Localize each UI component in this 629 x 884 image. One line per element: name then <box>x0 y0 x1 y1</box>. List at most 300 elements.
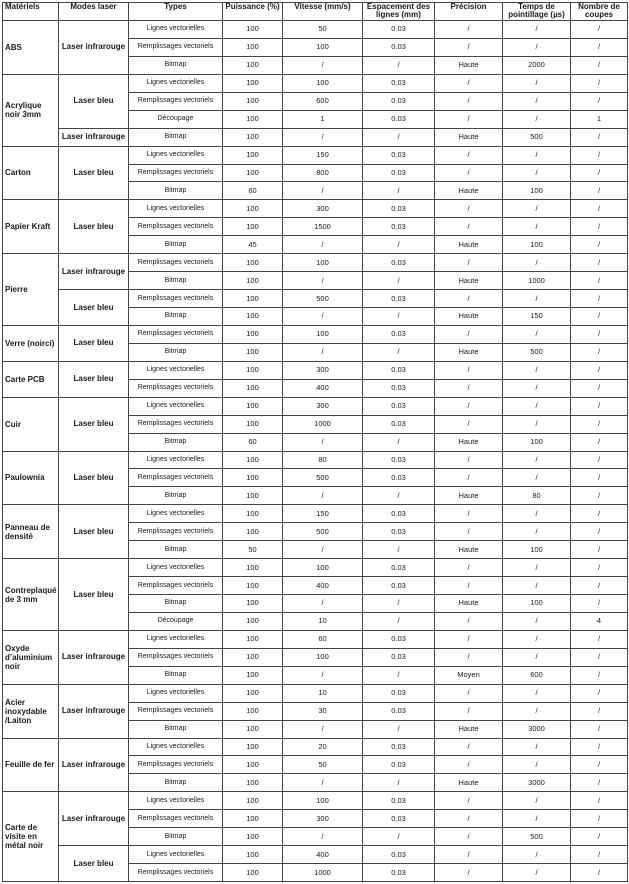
power-cell: 100 <box>223 110 283 128</box>
speed-cell: / <box>283 433 363 451</box>
type-cell: Bitmap <box>129 666 223 684</box>
pass-count-cell: / <box>571 397 628 415</box>
dot-time-cell: / <box>503 218 571 236</box>
pass-count-cell: / <box>571 128 628 146</box>
precision-cell: Haute <box>435 774 503 792</box>
pass-count-cell: / <box>571 21 628 39</box>
line-spacing-cell: 0.03 <box>363 451 435 469</box>
line-spacing-cell: 0.03 <box>363 846 435 864</box>
speed-cell: 10 <box>283 612 363 630</box>
line-spacing-cell: 0.03 <box>363 792 435 810</box>
header-laser-modes: Modes laser <box>59 3 129 21</box>
power-cell: 100 <box>223 828 283 846</box>
line-spacing-cell: 0.03 <box>363 379 435 397</box>
precision-cell: / <box>435 630 503 648</box>
line-spacing-cell: 0.03 <box>363 397 435 415</box>
type-cell: Bitmap <box>129 272 223 290</box>
material-name: Pierre <box>3 254 59 326</box>
power-cell: 100 <box>223 523 283 541</box>
type-cell: Lignes vectorielles <box>129 397 223 415</box>
line-spacing-cell: / <box>363 774 435 792</box>
power-cell: 100 <box>223 720 283 738</box>
dot-time-cell: / <box>503 415 571 433</box>
table-row <box>3 361 628 379</box>
precision-cell: / <box>435 756 503 774</box>
precision-cell: / <box>435 451 503 469</box>
table-row <box>3 325 628 343</box>
power-cell: 100 <box>223 397 283 415</box>
dot-time-cell: / <box>503 92 571 110</box>
power-cell: 100 <box>223 487 283 505</box>
power-cell: 100 <box>223 702 283 720</box>
type-cell: Remplissages vectoriels <box>129 523 223 541</box>
line-spacing-cell: / <box>363 828 435 846</box>
precision-cell: / <box>435 254 503 272</box>
pass-count-cell: / <box>571 541 628 559</box>
type-cell: Remplissages vectoriels <box>129 810 223 828</box>
speed-cell: 300 <box>283 397 363 415</box>
dot-time-cell: / <box>503 38 571 56</box>
material-name: Panneau de densité <box>3 505 59 559</box>
line-spacing-cell: 0.03 <box>363 361 435 379</box>
type-cell: Découpage <box>129 110 223 128</box>
speed-cell: 300 <box>283 200 363 218</box>
power-cell: 100 <box>223 379 283 397</box>
pass-count-cell: / <box>571 864 628 882</box>
speed-cell: 300 <box>283 361 363 379</box>
precision-cell: / <box>435 828 503 846</box>
dot-time-cell: / <box>503 864 571 882</box>
laser-mode: Laser infrarouge <box>59 128 129 146</box>
precision-cell: / <box>435 110 503 128</box>
dot-time-cell: / <box>503 630 571 648</box>
dot-time-cell: / <box>503 146 571 164</box>
type-cell: Remplissages vectoriels <box>129 92 223 110</box>
table-body <box>3 21 628 882</box>
dot-time-cell: / <box>503 325 571 343</box>
precision-cell: Haute <box>435 595 503 613</box>
precision-cell: / <box>435 74 503 92</box>
speed-cell: 1 <box>283 110 363 128</box>
line-spacing-cell: 0.03 <box>363 200 435 218</box>
type-cell: Lignes vectorielles <box>129 200 223 218</box>
pass-count-cell: / <box>571 846 628 864</box>
speed-cell: 100 <box>283 559 363 577</box>
dot-time-cell: / <box>503 684 571 702</box>
dot-time-cell: 2000 <box>503 56 571 74</box>
type-cell: Lignes vectorielles <box>129 505 223 523</box>
power-cell: 100 <box>223 272 283 290</box>
power-cell: 100 <box>223 810 283 828</box>
line-spacing-cell: 0.03 <box>363 505 435 523</box>
speed-cell: / <box>283 774 363 792</box>
type-cell: Lignes vectorielles <box>129 846 223 864</box>
pass-count-cell: / <box>571 630 628 648</box>
header-speed: Vitesse (mm/s) <box>283 3 363 21</box>
type-cell: Remplissages vectoriels <box>129 325 223 343</box>
dot-time-cell: 100 <box>503 182 571 200</box>
material-name: ABS <box>3 21 59 75</box>
type-cell: Bitmap <box>129 236 223 254</box>
speed-cell: 30 <box>283 702 363 720</box>
header-types: Types <box>129 3 223 21</box>
precision-cell: / <box>435 146 503 164</box>
dot-time-cell: / <box>503 612 571 630</box>
line-spacing-cell: 0.03 <box>363 110 435 128</box>
pass-count-cell: / <box>571 487 628 505</box>
type-cell: Lignes vectorielles <box>129 361 223 379</box>
precision-cell: / <box>435 218 503 236</box>
pass-count-cell: / <box>571 451 628 469</box>
speed-cell: 100 <box>283 325 363 343</box>
precision-cell: / <box>435 577 503 595</box>
pass-count-cell: / <box>571 254 628 272</box>
pass-count-cell: / <box>571 92 628 110</box>
type-cell: Lignes vectorielles <box>129 451 223 469</box>
power-cell: 100 <box>223 595 283 613</box>
type-cell: Lignes vectorielles <box>129 684 223 702</box>
dot-time-cell: / <box>503 523 571 541</box>
laser-mode: Laser infrarouge <box>59 21 129 75</box>
table-row <box>3 254 628 272</box>
dot-time-cell: / <box>503 792 571 810</box>
laser-mode: Laser infrarouge <box>59 630 129 684</box>
speed-cell: 100 <box>283 648 363 666</box>
material-name: Oxyde d’aluminium noir <box>3 630 59 684</box>
precision-cell: / <box>435 38 503 56</box>
pass-count-cell: / <box>571 415 628 433</box>
precision-cell: Haute <box>435 343 503 361</box>
power-cell: 100 <box>223 469 283 487</box>
pass-count-cell: / <box>571 236 628 254</box>
precision-cell: / <box>435 559 503 577</box>
pass-count-cell: / <box>571 164 628 182</box>
line-spacing-cell: 0.03 <box>363 146 435 164</box>
table-row <box>3 451 628 469</box>
precision-cell: / <box>435 684 503 702</box>
power-cell: 100 <box>223 200 283 218</box>
pass-count-cell: / <box>571 595 628 613</box>
table-row <box>3 559 628 577</box>
speed-cell: / <box>283 828 363 846</box>
type-cell: Bitmap <box>129 343 223 361</box>
power-cell: 100 <box>223 218 283 236</box>
type-cell: Bitmap <box>129 308 223 326</box>
power-cell: 100 <box>223 21 283 39</box>
line-spacing-cell: 0.03 <box>363 469 435 487</box>
precision-cell: / <box>435 469 503 487</box>
pass-count-cell: / <box>571 182 628 200</box>
dot-time-cell: / <box>503 379 571 397</box>
power-cell: 100 <box>223 415 283 433</box>
laser-mode: Laser infrarouge <box>59 738 129 792</box>
material-name: Carte PCB <box>3 361 59 397</box>
speed-cell: 1500 <box>283 218 363 236</box>
line-spacing-cell: / <box>363 128 435 146</box>
speed-cell: 1000 <box>283 415 363 433</box>
dot-time-cell: 80 <box>503 487 571 505</box>
dot-time-cell: 100 <box>503 236 571 254</box>
laser-mode: Laser bleu <box>59 505 129 559</box>
type-cell: Remplissages vectoriels <box>129 864 223 882</box>
material-name: Cuir <box>3 397 59 451</box>
material-name: Carte de visite en métal noir <box>3 792 59 882</box>
pass-count-cell: / <box>571 559 628 577</box>
precision-cell: / <box>435 415 503 433</box>
speed-cell: / <box>283 308 363 326</box>
power-cell: 100 <box>223 164 283 182</box>
line-spacing-cell: 0.03 <box>363 864 435 882</box>
dot-time-cell: 100 <box>503 595 571 613</box>
line-spacing-cell: 0.03 <box>363 577 435 595</box>
line-spacing-cell: 0.03 <box>363 21 435 39</box>
precision-cell: / <box>435 379 503 397</box>
precision-cell: / <box>435 200 503 218</box>
type-cell: Bitmap <box>129 56 223 74</box>
material-name: Feuille de fer <box>3 738 59 792</box>
type-cell: Remplissages vectoriels <box>129 648 223 666</box>
type-cell: Découpage <box>129 612 223 630</box>
line-spacing-cell: / <box>363 433 435 451</box>
line-spacing-cell: 0.03 <box>363 218 435 236</box>
precision-cell: / <box>435 864 503 882</box>
precision-cell: / <box>435 92 503 110</box>
type-cell: Bitmap <box>129 720 223 738</box>
pass-count-cell: / <box>571 325 628 343</box>
pass-count-cell: / <box>571 505 628 523</box>
precision-cell: Haute <box>435 541 503 559</box>
pass-count-cell: / <box>571 433 628 451</box>
dot-time-cell: / <box>503 505 571 523</box>
speed-cell: 300 <box>283 810 363 828</box>
dot-time-cell: 500 <box>503 128 571 146</box>
pass-count-cell: / <box>571 74 628 92</box>
line-spacing-cell: / <box>363 612 435 630</box>
speed-cell: 500 <box>283 469 363 487</box>
power-cell: 100 <box>223 92 283 110</box>
pass-count-cell: / <box>571 218 628 236</box>
speed-cell: 1000 <box>283 864 363 882</box>
dot-time-cell: / <box>503 738 571 756</box>
line-spacing-cell: / <box>363 487 435 505</box>
speed-cell: 100 <box>283 74 363 92</box>
pass-count-cell: / <box>571 379 628 397</box>
pass-count-cell: / <box>571 828 628 846</box>
material-name: Carton <box>3 146 59 200</box>
type-cell: Bitmap <box>129 828 223 846</box>
power-cell: 60 <box>223 182 283 200</box>
laser-mode: Laser bleu <box>59 846 129 882</box>
speed-cell: 500 <box>283 290 363 308</box>
header-precision: Précision <box>435 3 503 21</box>
pass-count-cell: / <box>571 343 628 361</box>
table-row <box>3 630 628 648</box>
pass-count-cell: / <box>571 146 628 164</box>
dot-time-cell: 500 <box>503 343 571 361</box>
power-cell: 100 <box>223 343 283 361</box>
dot-time-cell: / <box>503 577 571 595</box>
type-cell: Bitmap <box>129 487 223 505</box>
pass-count-cell: / <box>571 38 628 56</box>
dot-time-cell: / <box>503 756 571 774</box>
type-cell: Lignes vectorielles <box>129 630 223 648</box>
laser-mode: Laser infrarouge <box>59 792 129 846</box>
pass-count-cell: / <box>571 272 628 290</box>
line-spacing-cell: 0.03 <box>363 810 435 828</box>
speed-cell: 400 <box>283 379 363 397</box>
power-cell: 100 <box>223 666 283 684</box>
precision-cell: / <box>435 523 503 541</box>
pass-count-cell: / <box>571 648 628 666</box>
line-spacing-cell: 0.03 <box>363 254 435 272</box>
precision-cell: / <box>435 21 503 39</box>
power-cell: 100 <box>223 505 283 523</box>
laser-mode: Laser bleu <box>59 74 129 128</box>
laser-mode: Laser bleu <box>59 200 129 254</box>
type-cell: Bitmap <box>129 433 223 451</box>
line-spacing-cell: / <box>363 343 435 361</box>
type-cell: Remplissages vectoriels <box>129 290 223 308</box>
type-cell: Remplissages vectoriels <box>129 38 223 56</box>
table-row <box>3 200 628 218</box>
type-cell: Remplissages vectoriels <box>129 702 223 720</box>
type-cell: Lignes vectorielles <box>129 559 223 577</box>
power-cell: 100 <box>223 451 283 469</box>
dot-time-cell: / <box>503 290 571 308</box>
line-spacing-cell: 0.03 <box>363 523 435 541</box>
speed-cell: 20 <box>283 738 363 756</box>
type-cell: Remplissages vectoriels <box>129 415 223 433</box>
speed-cell: 400 <box>283 846 363 864</box>
power-cell: 100 <box>223 254 283 272</box>
type-cell: Bitmap <box>129 774 223 792</box>
table-row <box>3 74 628 92</box>
line-spacing-cell: / <box>363 272 435 290</box>
speed-cell: 100 <box>283 254 363 272</box>
speed-cell: / <box>283 541 363 559</box>
pass-count-cell: / <box>571 361 628 379</box>
line-spacing-cell: 0.03 <box>363 684 435 702</box>
table-row <box>3 128 628 146</box>
table-row <box>3 146 628 164</box>
laser-mode: Laser bleu <box>59 451 129 505</box>
power-cell: 100 <box>223 128 283 146</box>
speed-cell: 50 <box>283 21 363 39</box>
line-spacing-cell: / <box>363 541 435 559</box>
speed-cell: / <box>283 128 363 146</box>
line-spacing-cell: 0.03 <box>363 559 435 577</box>
laser-mode: Laser infrarouge <box>59 254 129 290</box>
line-spacing-cell: 0.03 <box>363 738 435 756</box>
speed-cell: 10 <box>283 684 363 702</box>
speed-cell: 400 <box>283 577 363 595</box>
speed-cell: / <box>283 182 363 200</box>
dot-time-cell: 100 <box>503 433 571 451</box>
precision-cell: / <box>435 648 503 666</box>
dot-time-cell: / <box>503 110 571 128</box>
pass-count-cell: / <box>571 792 628 810</box>
speed-cell: 60 <box>283 630 363 648</box>
dot-time-cell: / <box>503 200 571 218</box>
power-cell: 100 <box>223 577 283 595</box>
line-spacing-cell: / <box>363 56 435 74</box>
pass-count-cell: / <box>571 810 628 828</box>
dot-time-cell: / <box>503 74 571 92</box>
speed-cell: 150 <box>283 146 363 164</box>
header-row <box>3 3 628 21</box>
line-spacing-cell: 0.03 <box>363 702 435 720</box>
precision-cell: Haute <box>435 308 503 326</box>
type-cell: Bitmap <box>129 128 223 146</box>
table-row <box>3 792 628 810</box>
speed-cell: / <box>283 487 363 505</box>
dot-time-cell: / <box>503 21 571 39</box>
speed-cell: / <box>283 666 363 684</box>
power-cell: 100 <box>223 308 283 326</box>
laser-mode: Laser bleu <box>59 559 129 631</box>
power-cell: 100 <box>223 38 283 56</box>
table-row <box>3 738 628 756</box>
precision-cell: Haute <box>435 182 503 200</box>
line-spacing-cell: / <box>363 720 435 738</box>
pass-count-cell: / <box>571 738 628 756</box>
pass-count-cell: / <box>571 523 628 541</box>
laser-mode: Laser bleu <box>59 361 129 397</box>
speed-cell: 100 <box>283 792 363 810</box>
dot-time-cell: 3000 <box>503 720 571 738</box>
line-spacing-cell: / <box>363 182 435 200</box>
precision-cell: Haute <box>435 720 503 738</box>
speed-cell: 50 <box>283 756 363 774</box>
type-cell: Remplissages vectoriels <box>129 379 223 397</box>
laser-mode: Laser infrarouge <box>59 684 129 738</box>
pass-count-cell: / <box>571 720 628 738</box>
type-cell: Remplissages vectoriels <box>129 218 223 236</box>
power-cell: 100 <box>223 74 283 92</box>
power-cell: 100 <box>223 756 283 774</box>
table-row <box>3 397 628 415</box>
precision-cell: / <box>435 361 503 379</box>
material-name: Acrylique noir 3mm <box>3 74 59 146</box>
laser-mode: Laser bleu <box>59 325 129 361</box>
laser-mode: Laser bleu <box>59 290 129 326</box>
precision-cell: / <box>435 397 503 415</box>
line-spacing-cell: 0.03 <box>363 164 435 182</box>
pass-count-cell: / <box>571 469 628 487</box>
speed-cell: 150 <box>283 505 363 523</box>
precision-cell: Haute <box>435 236 503 254</box>
power-cell: 100 <box>223 774 283 792</box>
table-row <box>3 21 628 39</box>
dot-time-cell: / <box>503 648 571 666</box>
precision-cell: / <box>435 738 503 756</box>
speed-cell: 800 <box>283 164 363 182</box>
type-cell: Remplissages vectoriels <box>129 756 223 774</box>
dot-time-cell: 3000 <box>503 774 571 792</box>
line-spacing-cell: 0.03 <box>363 92 435 110</box>
laser-settings-table <box>2 2 628 882</box>
line-spacing-cell: 0.03 <box>363 756 435 774</box>
line-spacing-cell: 0.03 <box>363 290 435 308</box>
dot-time-cell: / <box>503 846 571 864</box>
dot-time-cell: / <box>503 451 571 469</box>
precision-cell: / <box>435 810 503 828</box>
speed-cell: 500 <box>283 523 363 541</box>
power-cell: 100 <box>223 325 283 343</box>
type-cell: Lignes vectorielles <box>129 21 223 39</box>
pass-count-cell: / <box>571 684 628 702</box>
table-row <box>3 290 628 308</box>
